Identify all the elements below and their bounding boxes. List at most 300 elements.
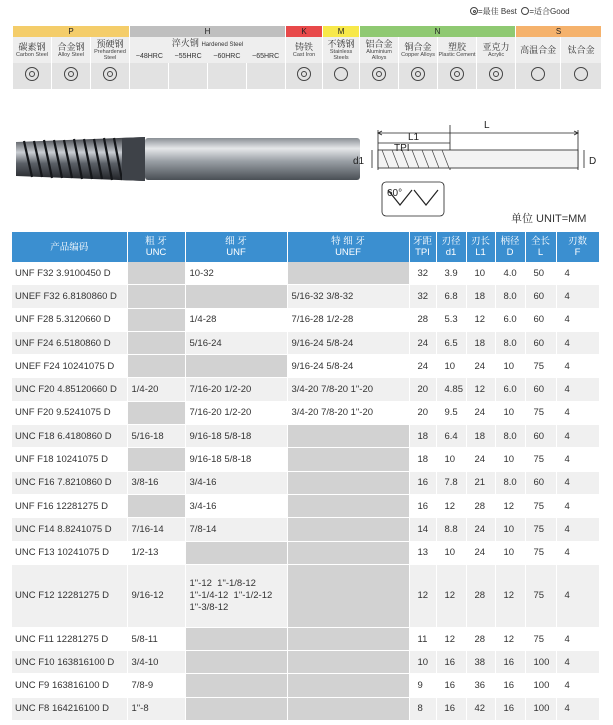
cell-d1: 3.9 — [436, 262, 466, 285]
material-name — [91, 37, 129, 63]
cell-d1: 7.8 — [436, 471, 466, 494]
material-grade-cell — [399, 63, 437, 89]
cell-f: 4 — [556, 448, 599, 471]
cell-tpi: 10 — [409, 651, 436, 674]
dim-L1-label: L1 — [408, 132, 420, 143]
cell-f: 4 — [556, 378, 599, 401]
cell-code: UNF F28 5.3120660 D — [12, 308, 127, 331]
material-grade-cell — [247, 63, 285, 89]
material-cn: 铸铁 — [295, 42, 314, 52]
cell-d1: 12 — [436, 627, 466, 650]
cell-unef — [287, 541, 409, 564]
material-grade-cell — [360, 63, 398, 89]
column-header — [436, 232, 466, 262]
material-grade-cell — [561, 63, 601, 89]
cell-l1: 18 — [466, 331, 495, 354]
cell-unc: 1/4-20 — [127, 378, 185, 401]
material-cn: 预硬钢 — [96, 39, 124, 49]
hrc-55: ~55HRC — [174, 53, 202, 60]
cell-unef — [287, 448, 409, 471]
material-cn: 不锈钢 — [327, 39, 355, 49]
material-cn: 铝合金 — [365, 39, 393, 49]
cell-code: UNC F16 7.8210860 D — [12, 471, 127, 494]
cell-l: 60 — [525, 308, 556, 331]
material-cn: 塑胶 — [448, 42, 467, 52]
material-grade-cell — [286, 63, 322, 89]
cell-code: UNF F16 12281275 D — [12, 494, 127, 517]
cell-code: UNC F20 4.85120660 D — [12, 378, 127, 401]
cell-f: 4 — [556, 541, 599, 564]
cell-unf — [185, 697, 287, 720]
cell-tpi: 11 — [409, 627, 436, 650]
cell-unef: 3/4-20 7/8-20 1"-20 — [287, 401, 409, 424]
cell-l: 60 — [525, 331, 556, 354]
cell-l: 60 — [525, 425, 556, 448]
cell-unf — [185, 674, 287, 697]
cell-d: 10 — [495, 541, 525, 564]
cell-unef — [287, 674, 409, 697]
cell-unf: 10-32 — [185, 262, 287, 285]
cell-l1: 36 — [466, 674, 495, 697]
material-group-s: S — [516, 26, 601, 37]
cell-unf: 9/16-18 5/8-18 — [185, 425, 287, 448]
best-grade-icon — [372, 67, 386, 81]
table-row — [12, 697, 599, 720]
cell-unf — [185, 627, 287, 650]
material-cn: 合金钢 — [57, 42, 85, 52]
cell-l1: 21 — [466, 471, 495, 494]
cell-l: 75 — [525, 627, 556, 650]
cell-unc: 3/4-10 — [127, 651, 185, 674]
cell-d: 8.0 — [495, 425, 525, 448]
cell-tpi: 20 — [409, 378, 436, 401]
cell-l1: 24 — [466, 401, 495, 424]
cell-d1: 16 — [436, 651, 466, 674]
material-name — [323, 37, 359, 63]
header-cn: 刃径 — [441, 236, 461, 247]
cell-code: UNC F9 163816100 D — [12, 674, 127, 697]
cell-unf — [185, 651, 287, 674]
cell-l: 100 — [525, 651, 556, 674]
unit-label: 单位 UNIT=MM — [511, 213, 587, 225]
cell-d: 8.0 — [495, 471, 525, 494]
cell-l1: 18 — [466, 285, 495, 308]
cell-d: 16 — [495, 651, 525, 674]
column-header — [525, 232, 556, 262]
material-name — [286, 37, 322, 63]
cell-d: 8.0 — [495, 331, 525, 354]
cell-f: 4 — [556, 425, 599, 448]
material-grade-cell — [208, 63, 246, 89]
legend-good-text: =适合Good — [529, 7, 570, 16]
table-row — [12, 262, 599, 285]
cell-code: UNC F14 8.8241075 D — [12, 518, 127, 541]
cell-l: 75 — [525, 541, 556, 564]
table-row — [12, 518, 599, 541]
header-en: L1 — [475, 247, 486, 258]
header-cn: 粗 牙 — [145, 236, 167, 247]
cell-unc — [127, 262, 185, 285]
cell-d1: 12 — [436, 494, 466, 517]
cell-f: 4 — [556, 308, 599, 331]
good-grade-icon — [531, 67, 545, 81]
dim-D-label: D — [589, 156, 597, 167]
header-en: UNC — [145, 247, 167, 258]
cell-d: 4.0 — [495, 262, 525, 285]
material-group-k: K — [286, 26, 322, 37]
cell-unf: 7/16-20 1/2-20 — [185, 401, 287, 424]
cell-l1: 24 — [466, 518, 495, 541]
material-en: Aluminium Alloys — [366, 49, 392, 61]
material-name — [561, 37, 601, 63]
header-en: UNF — [226, 247, 246, 258]
column-header — [287, 232, 409, 262]
material-grade-cell — [169, 63, 207, 89]
header-cn: 全长 — [530, 236, 550, 247]
cell-l1: 42 — [466, 697, 495, 720]
cell-unef — [287, 494, 409, 517]
cell-l1: 18 — [466, 425, 495, 448]
cell-tpi: 18 — [409, 425, 436, 448]
cell-unc: 9/16-12 — [127, 564, 185, 627]
material-grade-cell — [323, 63, 359, 89]
cell-d1: 10 — [436, 541, 466, 564]
cell-d1: 6.4 — [436, 425, 466, 448]
cell-l: 75 — [525, 494, 556, 517]
material-en: Plastic Cement — [438, 52, 476, 58]
cell-l: 75 — [525, 518, 556, 541]
cell-l1: 12 — [466, 308, 495, 331]
cell-d: 10 — [495, 355, 525, 378]
cell-unef — [287, 262, 409, 285]
cell-code: UNF F32 3.9100450 D — [12, 262, 127, 285]
cell-l: 60 — [525, 471, 556, 494]
thread-angle-label: 60° — [387, 188, 403, 199]
table-row — [12, 448, 599, 471]
header-cn: 牙距 — [412, 236, 432, 247]
cell-unf: 7/8-14 — [185, 518, 287, 541]
cell-f: 4 — [556, 494, 599, 517]
cell-unef: 5/16-32 3/8-32 — [287, 285, 409, 308]
cell-d: 10 — [495, 518, 525, 541]
cell-unc — [127, 448, 185, 471]
dim-TPI-label: TPI — [394, 143, 410, 154]
column-header — [185, 232, 287, 262]
cell-tpi: 12 — [409, 564, 436, 627]
cell-unef — [287, 564, 409, 627]
cell-d: 12 — [495, 564, 525, 627]
cell-unc — [127, 401, 185, 424]
material-en: Cast Iron — [292, 52, 316, 58]
cell-unef — [287, 518, 409, 541]
good-grade-icon — [574, 67, 588, 81]
tool-illustration — [10, 110, 610, 220]
cell-d: 6.0 — [495, 378, 525, 401]
column-header — [409, 232, 436, 262]
table-row — [12, 285, 599, 308]
material-en: Alloy Steel — [58, 52, 84, 58]
material-grid — [12, 26, 602, 89]
cell-unf: 5/16-24 — [185, 331, 287, 354]
cell-d1: 16 — [436, 697, 466, 720]
cell-tpi: 9 — [409, 674, 436, 697]
header-en: UNEF — [335, 247, 361, 258]
cell-code: UNC F10 163816100 D — [12, 651, 127, 674]
material-group-p: P — [13, 26, 129, 37]
material-cn: 铜合金 — [404, 42, 432, 52]
cell-d1: 8.8 — [436, 518, 466, 541]
cell-tpi: 24 — [409, 331, 436, 354]
cell-d: 6.0 — [495, 308, 525, 331]
material-name — [52, 37, 90, 63]
column-header — [12, 232, 127, 262]
table-row — [12, 471, 599, 494]
material-name — [13, 37, 51, 63]
material-name — [399, 37, 437, 63]
cell-d1: 12 — [436, 564, 466, 627]
cell-f: 4 — [556, 471, 599, 494]
table-row — [12, 331, 599, 354]
material-hardened-steel — [130, 37, 285, 63]
material-en: Prehardened Steel — [94, 49, 126, 61]
cell-unc — [127, 355, 185, 378]
best-grade-icon — [470, 7, 478, 15]
cell-l1: 24 — [466, 541, 495, 564]
header-en: F — [574, 247, 581, 258]
cell-unc: 5/16-18 — [127, 425, 185, 448]
cell-l: 75 — [525, 401, 556, 424]
material-en: Carbon Steel — [15, 52, 49, 58]
cell-unc — [127, 285, 185, 308]
material-group-h: H — [130, 26, 285, 37]
cell-d: 16 — [495, 674, 525, 697]
material-en: Acrylic — [487, 52, 505, 58]
table-row — [12, 674, 599, 697]
cell-d1: 6.5 — [436, 331, 466, 354]
material-grade-cell — [516, 63, 560, 89]
hardened-title-en: Hardened Steel — [201, 42, 244, 48]
header-cn: 产品编码 — [50, 241, 89, 253]
cell-l: 75 — [525, 355, 556, 378]
cell-code: UNC F12 12281275 D — [12, 564, 127, 627]
cell-d: 8.0 — [495, 285, 525, 308]
material-name — [516, 37, 560, 63]
hardened-title-cn: 淬火钢 — [171, 38, 199, 48]
cell-code: UNEF F32 6.8180860 D — [12, 285, 127, 308]
cell-d1: 10 — [436, 448, 466, 471]
cell-d: 10 — [495, 448, 525, 471]
cell-f: 4 — [556, 518, 599, 541]
material-grade-cell — [438, 63, 476, 89]
cell-code: UNF F20 9.5241075 D — [12, 401, 127, 424]
material-grade-cell — [13, 63, 51, 89]
cell-code: UNF F24 6.5180860 D — [12, 331, 127, 354]
cell-unc — [127, 308, 185, 331]
material-cn: 高温合金 — [520, 45, 557, 55]
table-row — [12, 401, 599, 424]
cell-f: 4 — [556, 262, 599, 285]
cell-l: 75 — [525, 448, 556, 471]
cell-unef: 9/16-24 5/8-24 — [287, 355, 409, 378]
material-name — [360, 37, 398, 63]
cell-d: 12 — [495, 627, 525, 650]
table-row — [12, 541, 599, 564]
table-row — [12, 378, 599, 401]
cell-d1: 4.85 — [436, 378, 466, 401]
cell-unef — [287, 627, 409, 650]
cell-unef: 3/4-20 7/8-20 1"-20 — [287, 378, 409, 401]
cell-d1: 5.3 — [436, 308, 466, 331]
best-grade-icon — [297, 67, 311, 81]
cell-unc: 1/2-13 — [127, 541, 185, 564]
cell-code: UNC F13 10241075 D — [12, 541, 127, 564]
material-en: Stainless Steels — [329, 49, 353, 61]
best-grade-icon — [25, 67, 39, 81]
cell-unf: 1"-12 1"-1/8-12 1"-1/4-12 1"-1/2-12 1"-3/8-12 — [185, 564, 287, 627]
legend-best-text: =最佳 Best — [478, 7, 517, 16]
cell-code: UNC F11 12281275 D — [12, 627, 127, 650]
dimension-drawing — [372, 125, 584, 216]
hrc-65: ~65HRC — [252, 53, 280, 60]
material-cn: 碳素钢 — [18, 42, 46, 52]
cell-tpi: 18 — [409, 448, 436, 471]
thread-mill-photo — [16, 137, 360, 181]
cell-unc: 5/8-11 — [127, 627, 185, 650]
cell-f: 4 — [556, 651, 599, 674]
cell-f: 4 — [556, 331, 599, 354]
cell-l1: 24 — [466, 448, 495, 471]
cell-f: 4 — [556, 674, 599, 697]
cell-unc: 7/16-14 — [127, 518, 185, 541]
cell-l1: 28 — [466, 627, 495, 650]
cell-tpi: 32 — [409, 262, 436, 285]
cell-l1: 12 — [466, 378, 495, 401]
material-grade-cell — [130, 63, 168, 89]
cell-unef — [287, 425, 409, 448]
cell-d1: 6.8 — [436, 285, 466, 308]
cell-d: 16 — [495, 697, 525, 720]
cell-tpi: 14 — [409, 518, 436, 541]
cell-d1: 16 — [436, 674, 466, 697]
cell-unc: 7/8-9 — [127, 674, 185, 697]
header-en: TPI — [415, 247, 430, 258]
header-cn: 刃长 — [470, 236, 490, 247]
header-cn: 刃数 — [567, 236, 587, 247]
cell-f: 4 — [556, 355, 599, 378]
header-cn: 细 牙 — [225, 236, 247, 247]
cell-f: 4 — [556, 285, 599, 308]
cell-unf: 3/4-16 — [185, 471, 287, 494]
cell-tpi: 8 — [409, 697, 436, 720]
dim-d1-label: d1 — [353, 156, 365, 167]
cell-unf — [185, 285, 287, 308]
table-row — [12, 308, 599, 331]
cell-d: 10 — [495, 401, 525, 424]
cell-unf: 3/4-16 — [185, 494, 287, 517]
cell-tpi: 32 — [409, 285, 436, 308]
material-group-m: M — [323, 26, 359, 37]
material-en: Copper Alloys — [401, 52, 436, 58]
header-en: d1 — [445, 247, 457, 258]
cell-unc: 1"-8 — [127, 697, 185, 720]
cell-unf: 7/16-20 1/2-20 — [185, 378, 287, 401]
hrc-48: ~48HRC — [135, 53, 163, 60]
column-header — [495, 232, 525, 262]
cell-l1: 10 — [466, 262, 495, 285]
material-grade-cell — [477, 63, 515, 89]
cell-unef — [287, 651, 409, 674]
table-row — [12, 651, 599, 674]
cell-unf — [185, 355, 287, 378]
cell-unef: 9/16-24 5/8-24 — [287, 331, 409, 354]
cell-tpi: 24 — [409, 355, 436, 378]
cell-l: 100 — [525, 697, 556, 720]
column-header — [127, 232, 185, 262]
best-grade-icon — [489, 67, 503, 81]
cell-code: UNC F18 6.4180860 D — [12, 425, 127, 448]
cell-f: 4 — [556, 697, 599, 720]
cell-d: 12 — [495, 494, 525, 517]
cell-l: 60 — [525, 378, 556, 401]
cell-tpi: 13 — [409, 541, 436, 564]
table-row — [12, 425, 599, 448]
cell-unf: 1/4-28 — [185, 308, 287, 331]
best-grade-icon — [103, 67, 117, 81]
cell-code: UNF F18 10241075 D — [12, 448, 127, 471]
cell-tpi: 28 — [409, 308, 436, 331]
cell-tpi: 16 — [409, 494, 436, 517]
hrc-60: ~60HRC — [213, 53, 241, 60]
cell-l: 50 — [525, 262, 556, 285]
cell-code: UNEF F24 10241075 D — [12, 355, 127, 378]
table-row — [12, 355, 599, 378]
material-group-n: N — [360, 26, 515, 37]
cell-unef — [287, 471, 409, 494]
cell-unc — [127, 331, 185, 354]
header-en: D — [506, 247, 514, 258]
dim-L-label: L — [484, 120, 490, 131]
cell-l: 60 — [525, 285, 556, 308]
best-grade-icon — [450, 67, 464, 81]
material-grade-cell — [52, 63, 90, 89]
cell-unc — [127, 494, 185, 517]
cell-tpi: 16 — [409, 471, 436, 494]
material-grade-cell — [91, 63, 129, 89]
material-cn: 亚克力 — [482, 42, 510, 52]
spec-table — [12, 232, 600, 721]
cell-f: 4 — [556, 627, 599, 650]
column-header — [556, 232, 599, 262]
cell-l1: 38 — [466, 651, 495, 674]
cell-l1: 24 — [466, 355, 495, 378]
cell-l: 100 — [525, 674, 556, 697]
cell-l1: 28 — [466, 494, 495, 517]
cell-unc: 3/8-16 — [127, 471, 185, 494]
material-name — [438, 37, 476, 63]
table-row — [12, 564, 599, 627]
material-name — [477, 37, 515, 63]
column-header — [466, 232, 495, 262]
header-en: L — [537, 247, 544, 258]
table-row — [12, 627, 599, 650]
cell-l1: 28 — [466, 564, 495, 627]
material-cn: 钛合金 — [567, 45, 595, 55]
header-cn: 特 细 牙 — [331, 236, 365, 247]
cell-l: 75 — [525, 564, 556, 627]
best-grade-icon — [64, 67, 78, 81]
table-row — [12, 494, 599, 517]
cell-code: UNC F8 164216100 D — [12, 697, 127, 720]
